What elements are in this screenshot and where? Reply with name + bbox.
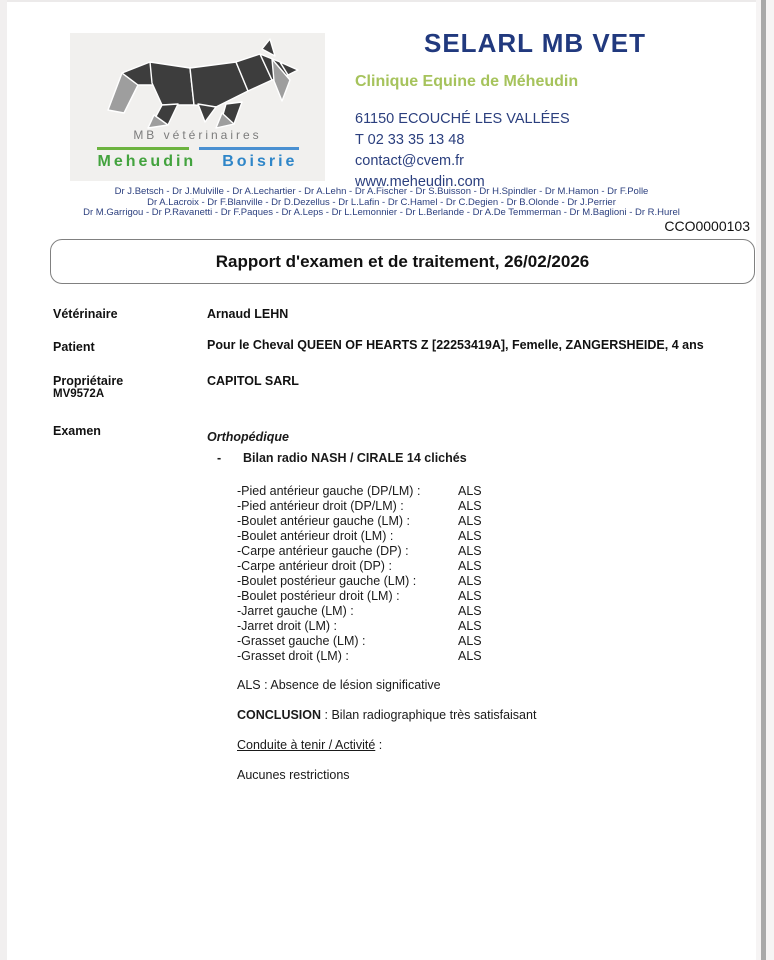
veterinarian-label: Vétérinaire (53, 307, 118, 321)
conclusion-label: CONCLUSION (237, 708, 322, 722)
radiograph-name: -Grasset droit (LM) : (237, 649, 349, 663)
page-left-margin (0, 0, 7, 960)
conduct-suffix: : (375, 738, 383, 752)
conduct-line (237, 738, 382, 752)
radiograph-result: ALS (458, 604, 482, 618)
radiograph-result: ALS (458, 529, 482, 543)
radiograph-name: -Carpe antérieur droit (DP) : (237, 559, 392, 573)
radiograph-result: ALS (458, 634, 482, 648)
radiograph-result: ALS (458, 484, 482, 498)
radiograph-name: -Boulet postérieur gauche (LM) : (237, 574, 417, 588)
radiograph-name: -Carpe antérieur gauche (DP) : (237, 544, 409, 558)
conclusion-text: : Bilan radiographique très satisfaisant (321, 708, 537, 722)
owner-value: CAPITOL SARL (207, 374, 299, 388)
radiograph-row (237, 649, 498, 664)
radiograph-row (237, 544, 498, 559)
branch-boisrie: Boisrie (222, 153, 298, 170)
blue-bar (199, 147, 299, 150)
radiograph-name: -Jarret gauche (LM) : (237, 604, 354, 618)
radiograph-row (237, 634, 498, 649)
radiograph-name: -Jarret droit (LM) : (237, 619, 338, 633)
exam-bullet (217, 451, 467, 465)
origami-horse-icon (78, 35, 317, 129)
report-title: Rapport d'examen et de traitement, 26/02/2026 (215, 251, 590, 271)
clinic-subtitle: Clinique Equine de Méheudin (355, 73, 579, 90)
radiograph-row (237, 604, 498, 619)
restrictions-text: Aucunes restrictions (237, 768, 350, 782)
logo-divider-bars (70, 147, 325, 150)
reference-number: CCO0000103 (664, 218, 750, 234)
logo-caption: MB vétérinaires (133, 128, 262, 142)
radiograph-name: -Grasset gauche (LM) : (237, 634, 366, 648)
radiograph-result: ALS (458, 574, 482, 588)
doctors-line: Dr M.Garrigou - Dr P.Ravanetti - Dr F.Paques - Dr A.Leps - Dr L.Lemonnier - Dr L.Berlande - Dr A.De Temmerman - Dr M.Baglioni - Dr R.Hurel (83, 207, 680, 218)
exam-label: Examen (53, 424, 101, 438)
radiograph-list (237, 484, 498, 664)
exam-category: Orthopédique (207, 430, 289, 444)
clinic-name: SELARL MB VET (424, 28, 646, 58)
owner-code: MV9572A (53, 388, 105, 400)
green-bar (97, 147, 189, 150)
radiograph-result: ALS (458, 589, 482, 603)
radiograph-name: -Pied antérieur gauche (DP/LM) : (237, 484, 421, 498)
page-top-edge (0, 0, 774, 2)
doctors-list (7, 187, 756, 219)
doctors-line: Dr J.Betsch - Dr J.Mulville - Dr A.Lechartier - Dr A.Lehn - Dr A.Fischer - Dr S.Buisson - Dr H.Spindler - Dr M.Hamon - Dr F.Polle (114, 186, 649, 197)
radiograph-name: -Boulet antérieur droit (LM) : (237, 529, 394, 543)
radiograph-row (237, 514, 498, 529)
doctors-line: Dr A.Lacroix - Dr F.Blanville - Dr D.Dezellus - Dr L.Lafin - Dr C.Hamel - Dr C.Degien - Dr B.Olonde - Dr J.Perrier (147, 196, 616, 208)
radiograph-row (237, 529, 498, 544)
scrollbar-track[interactable] (756, 0, 774, 960)
bullet-text: Bilan radio NASH / CIRALE 14 clichés (243, 451, 467, 465)
radiograph-row (237, 589, 498, 604)
radiograph-name: -Boulet postérieur droit (LM) : (237, 589, 400, 603)
owner-label: Propriétaire (53, 374, 124, 388)
radiograph-result: ALS (458, 649, 482, 663)
radiograph-name: -Pied antérieur droit (DP/LM) : (237, 499, 404, 513)
clinic-email: contact@cvem.fr (355, 153, 464, 169)
radiograph-result: ALS (458, 619, 482, 633)
radiograph-row (237, 484, 498, 499)
radiograph-row (237, 574, 498, 589)
radiograph-row (237, 619, 498, 634)
clinic-logo (70, 33, 325, 181)
clinic-header (355, 28, 715, 193)
report-title-box (50, 239, 755, 284)
radiograph-result: ALS (458, 514, 482, 528)
conduct-label: Conduite à tenir / Activité (237, 738, 376, 752)
radiograph-result: ALS (458, 559, 482, 573)
branch-meheudin: Meheudin (97, 153, 197, 170)
veterinarian-value: Arnaud LEHN (207, 307, 289, 321)
conclusion-line (237, 708, 536, 722)
radiograph-row (237, 499, 498, 514)
radiograph-result: ALS (458, 544, 482, 558)
radiograph-name: -Boulet antérieur gauche (LM) : (237, 514, 411, 528)
page-right-edge-bar (761, 0, 766, 960)
clinic-phone: T 02 33 35 13 48 (355, 132, 465, 148)
als-legend: ALS : Absence de lésion significative (237, 678, 441, 692)
clinic-address: 61150 ECOUCHÉ LES VALLÉES (355, 111, 570, 127)
radiograph-row (237, 559, 498, 574)
bullet-dash: - (217, 451, 222, 465)
patient-label: Patient (53, 340, 95, 354)
radiograph-result: ALS (458, 499, 482, 513)
logo-branches (70, 153, 325, 171)
patient-value: Pour le Cheval QUEEN OF HEARTS Z [22253419A], Femelle, ZANGERSHEIDE, 4 ans (207, 338, 704, 352)
clinic-website: www.meheudin.com (355, 174, 485, 190)
